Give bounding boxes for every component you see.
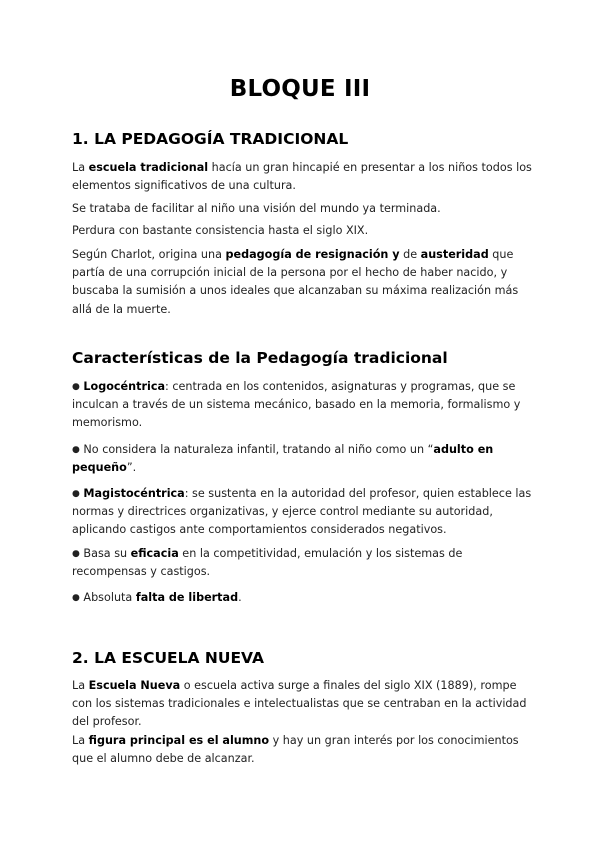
- section2-paragraph-2: La figura principal es el alumno y hay un gran interés por los conocimientos que el alumno debe de alcanzar.: [72, 734, 519, 766]
- page-title: BLOQUE III: [229, 76, 371, 102]
- characteristics-item-4: ● Basa su eficacia en la competitividad, emulación y los sistemas de recompensas y castigos.: [72, 547, 463, 579]
- characteristics-item-2: ● No considera la naturaleza infantil, tratando al niño como un “adulto en pequeño”.: [72, 443, 494, 475]
- characteristics-item-3: ● Magistocéntrica: se sustenta en la autoridad del profesor, quien establece las normas y directrices organizativas, y ejerce control mediante su autoridad, aplicando castigos ante comportamientos considerados negativos.: [72, 487, 532, 537]
- bullet-icon: ●: [72, 593, 80, 603]
- bold-emphasis: adulto en pequeño: [72, 443, 494, 475]
- bold-emphasis: austeridad: [420, 248, 489, 261]
- bullet-icon: ●: [72, 489, 80, 499]
- section1-paragraph-1: La escuela tradicional hacía un gran hincapié en presentar a los niños todos los elementos significativos de una cultura.: [72, 161, 532, 193]
- bold-emphasis: Escuela Nueva: [88, 679, 181, 692]
- bold-emphasis: escuela tradicional: [88, 161, 209, 174]
- section2-paragraph-1: La Escuela Nueva o escuela activa surge a finales del siglo XIX (1889), rompe con los sistemas tradicionales e intelectualistas que se centraban en la actividad del profesor.: [72, 679, 527, 729]
- bullet-icon: ●: [72, 382, 80, 392]
- characteristics-item-1: ● Logocéntrica: centrada en los contenidos, asignaturas y programas, que se inculcan a través de un sistema mecánico, basado en la memoria, formalismo y memorismo.: [72, 380, 521, 430]
- section2-heading: 2. LA ESCUELA NUEVA: [72, 649, 264, 667]
- bold-emphasis: Magistocéntrica: [83, 487, 185, 500]
- bullet-icon: ●: [72, 445, 80, 455]
- bold-emphasis: Logocéntrica: [83, 380, 165, 393]
- bold-emphasis: eficacia: [130, 547, 179, 560]
- bold-emphasis: figura principal es el alumno: [88, 734, 270, 747]
- characteristics-heading: Características de la Pedagogía tradicional: [72, 349, 448, 367]
- section1-heading: 1. LA PEDAGOGÍA TRADICIONAL: [72, 130, 349, 148]
- bullet-icon: ●: [72, 549, 80, 559]
- section1-paragraph-4: Según Charlot, origina una pedagogía de resignación y de austeridad que partía de una corrupción inicial de la persona por el hecho de haber nacido, y buscaba la sumisión a unos ideales que alcanzaban su máxima realización más allá de la muerte.: [72, 248, 519, 316]
- bold-emphasis: pedagogía de resignación y: [225, 248, 400, 261]
- bold-emphasis: falta de libertad: [135, 591, 239, 604]
- section1-paragraph-3: Perdura con bastante consistencia hasta el siglo XIX.: [72, 224, 369, 237]
- section1-paragraph-2: Se trataba de facilitar al niño una visión del mundo ya terminada.: [72, 202, 441, 215]
- characteristics-item-5: ● Absoluta falta de libertad.: [72, 591, 242, 604]
